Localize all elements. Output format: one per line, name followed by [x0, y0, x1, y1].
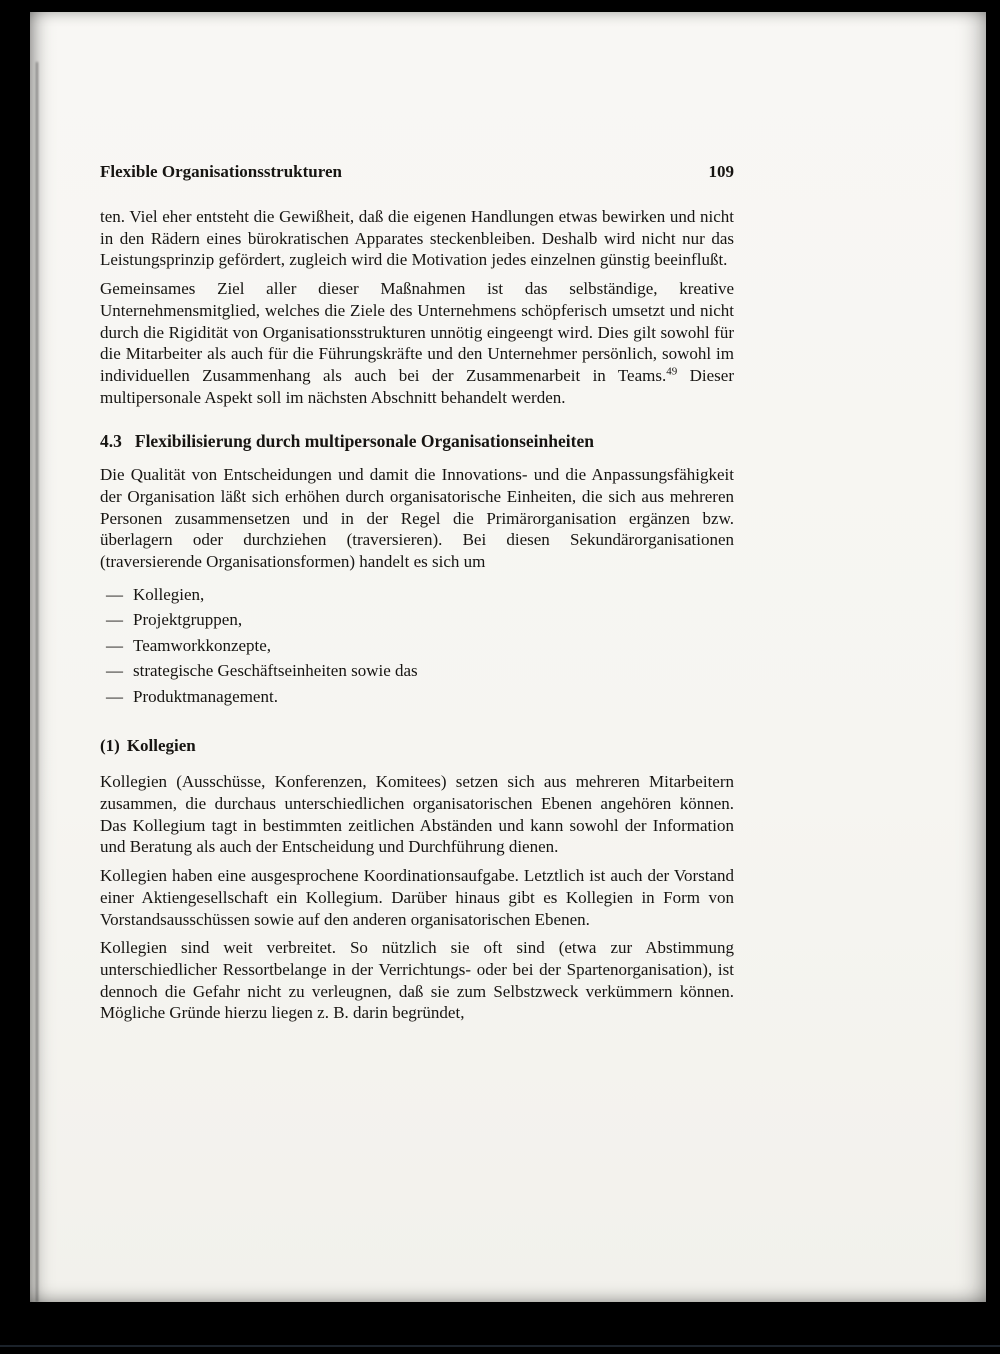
paragraph: Kollegien haben eine ausgesprochene Koordinationsaufgabe. Letztlich ist auch der Vorstand einer Aktiengesellschaft ein Kollegium. Darüber hinaus gibt es Kollegien in Form von Vorstandsausschüssen sowie auf den anderen organisatorischen Ebenen. [100, 866, 734, 929]
paragraph: Die Qualität von Entscheidungen und damit die Innovations- und die Anpassungsfähigkeit der Organisation läßt sich erhöhen durch organisatorische Einheiten, die sich aus mehreren Personen zusammensetzen und in der Regel die Primärorganisation ergänzen bzw. überlagern oder durchziehen (traversieren). Bei diesen Sekundärorganisationen (traversierende Organisationsformen) handelt es sich um [100, 465, 734, 572]
list-item [106, 582, 734, 608]
dash-marker: — [106, 610, 123, 630]
list-item [106, 607, 734, 633]
section-number: 4.3 [100, 431, 122, 452]
dash-marker: — [106, 686, 123, 706]
dash-marker: — [106, 661, 123, 681]
list-item-text: Teamworkkonzepte, [133, 635, 272, 655]
section-heading [100, 430, 734, 452]
dash-list [106, 582, 734, 710]
dash-marker: — [106, 635, 123, 655]
page-header [100, 162, 734, 182]
paragraph-text: Dieser multipersonale Aspekt soll im nächsten Abschnitt behandelt werden. [100, 365, 734, 407]
paragraph [100, 278, 734, 408]
paragraph: ten. Viel eher entsteht die Gewißheit, daß die eigenen Handlungen etwas bewirken und nicht in den Rädern eines bürokratischen Apparates steckenbleiben. Deshalb wird nicht nur das Leistungsprinzip gefördert, zugleich wird die Motivation jedes einzelnen günstig beeinflußt. [100, 207, 734, 270]
paragraph: Kollegien (Ausschüsse, Konferenzen, Komitees) setzen sich aus mehreren Mitarbeitern zusammen, die durchaus unterschiedlichen organisatorischen Ebenen angehören können. Das Kollegium tagt in bestimmten zeitlichen Abständen und kann sowohl der Information und Beratung als auch der Entscheidung und Durchführung dienen. [100, 772, 734, 857]
list-item-text: strategische Geschäftseinheiten sowie das [133, 661, 418, 681]
page-content [100, 162, 734, 1031]
list-item-text: Produktmanagement. [133, 686, 278, 706]
paragraph-text: Gemeinsames Ziel aller dieser Maßnahmen ist das selbständige, kreative Unternehmensmitglied, welches die Ziele des Unternehmens schöpferisch umsetzt und nicht durch die Rigidität von Organisationsstrukturen unnötig eingeengt wird. Dies gilt sowohl für die Mitarbeiter als auch für die Führungskräfte und den Unternehmer persönlich, sowohl im individuellen Zusammenhang als auch bei der Zusammenarbeit in Teams. [100, 279, 734, 385]
paragraph: Kollegien sind weit verbreitet. So nützlich sie oft sind (etwa zur Abstimmung unterschiedlicher Ressortbelange in der Verrichtungs- oder bei der Spartenorganisation), ist dennoch die Gefahr nicht zu verleugnen, daß sie zum Selbstzweck verkümmern können. Mögliche Gründe hierzu liegen z. B. darin begründet, [100, 938, 734, 1023]
section-title: Flexibilisierung durch multipersonale Organisationseinheiten [134, 431, 594, 452]
scan-artifact-line [0, 1345, 1000, 1347]
page-spine-shadow [36, 62, 38, 1302]
list-item [106, 633, 734, 659]
page-number: 109 [708, 162, 734, 181]
list-item-text: Projektgruppen, [133, 610, 243, 630]
dash-marker: — [106, 584, 123, 604]
list-item-text: Kollegien, [133, 584, 205, 604]
list-item [106, 658, 734, 684]
sub-heading-title: Kollegien [126, 736, 196, 756]
list-item [106, 684, 734, 710]
footnote-marker: 49 [666, 365, 678, 378]
sub-heading [100, 736, 734, 756]
scanned-book-page [30, 12, 986, 1302]
running-title: Flexible Organisationsstrukturen [100, 162, 342, 181]
sub-heading-number: (1) [100, 736, 120, 756]
